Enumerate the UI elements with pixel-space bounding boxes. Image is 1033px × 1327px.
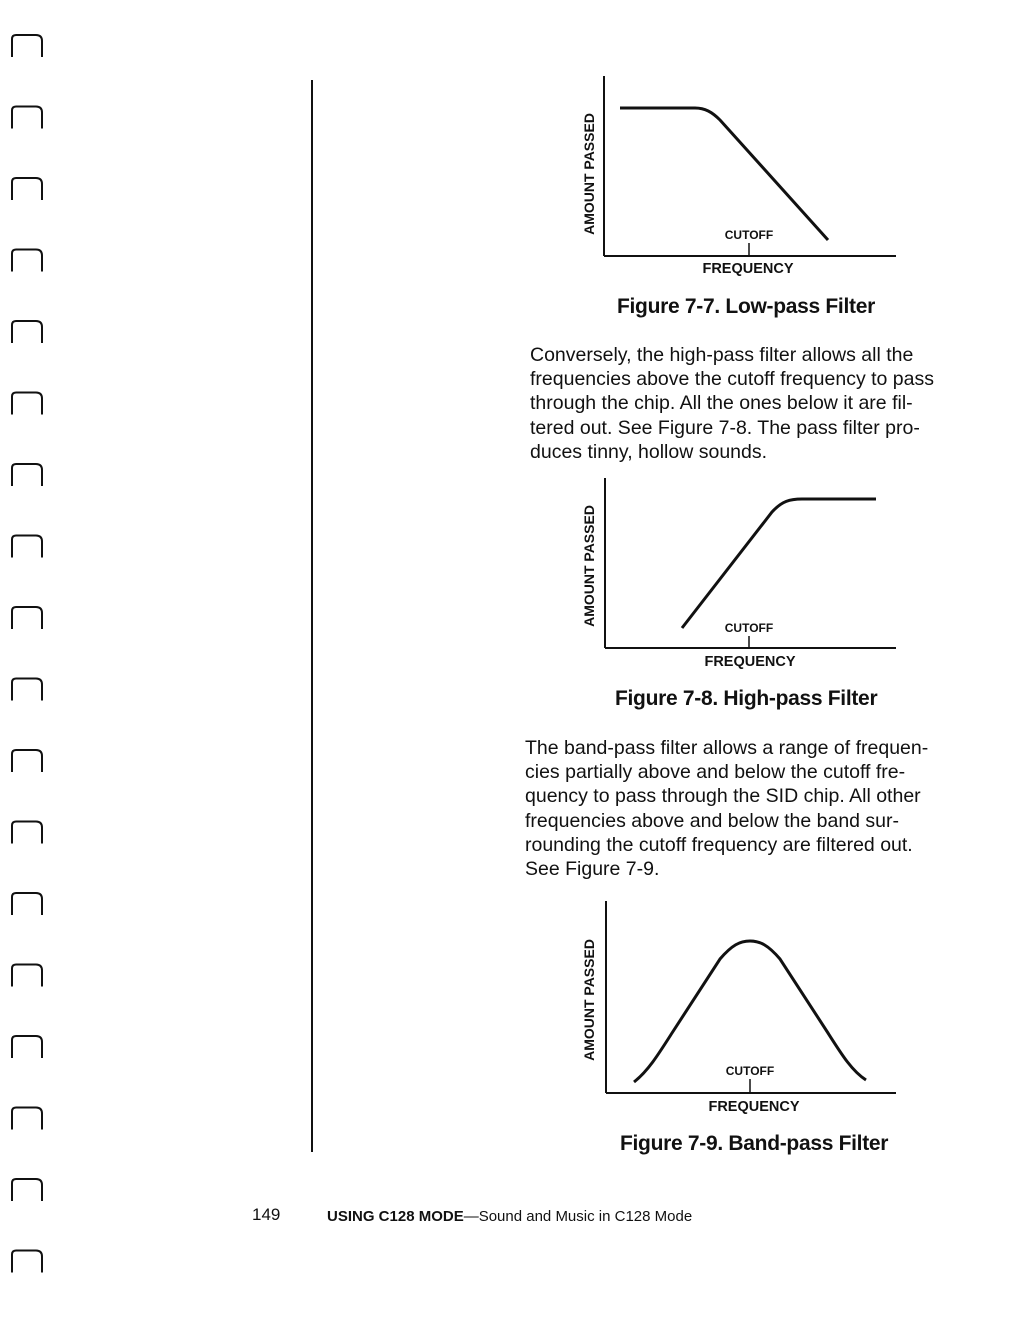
binder-hole [12,178,42,200]
binder-hole [12,1251,42,1273]
cutoff-label: CUTOFF [724,228,774,242]
binder-hole [12,750,42,772]
paragraph-line: duces tinny, hollow sounds. [530,440,768,463]
binder-hole [12,1036,42,1058]
binder-hole [12,822,42,844]
footer-section: USING C128 MODE [327,1208,464,1225]
y-axis-label: AMOUNT PASSED [581,939,597,1061]
y-axis-label: AMOUNT PASSED [581,505,597,627]
binder-hole [12,607,42,629]
binder-hole [12,321,42,343]
binder-hole [12,679,42,701]
figure-7-7-caption: Figure 7-7. Low-pass Filter [617,295,875,318]
cutoff-label: CUTOFF [725,1064,775,1078]
figure-low-pass [570,70,910,285]
paragraph-line: frequencies above the cutoff frequency to pass [530,368,934,391]
binder-hole [12,35,42,57]
figure-7-8-caption: Figure 7-8. High-pass Filter [615,687,878,710]
paragraph-line: through the chip. All the ones below it are fil- [530,392,913,415]
paragraph-band-pass [525,736,975,881]
paragraph-line: frequencies above and below the band sur- [525,809,900,832]
y-axis-label: AMOUNT PASSED [581,113,597,235]
binder-hole [12,250,42,272]
running-footer [327,1208,692,1225]
band-pass-chart [570,895,910,1120]
binder-hole [12,1108,42,1130]
footer-title: —Sound and Music in C128 Mode [463,1208,693,1225]
low-pass-curve [620,108,828,240]
paragraph-line: tered out. See Figure 7-8. The pass filter pro- [530,416,920,439]
high-pass-curve [682,499,876,628]
binder-hole [12,536,42,558]
band-pass-curve [634,941,866,1082]
paragraph-high-pass [530,343,980,464]
figure-band-pass [570,895,910,1120]
x-axis-label: FREQUENCY [702,261,794,277]
cutoff-label: CUTOFF [724,621,774,635]
figure-7-9-caption: Figure 7-9. Band-pass Filter [620,1132,889,1155]
binder-hole [12,1179,42,1201]
paragraph-line: cies partially above and below the cutoff fre- [525,761,906,784]
binder-hole [12,464,42,486]
high-pass-chart [570,470,910,675]
paragraph-line: rounding the cutoff frequency are filtered out. [525,833,913,856]
binder-hole [12,893,42,915]
paragraph-line: See Figure 7-9. [525,858,660,881]
low-pass-chart [570,70,910,285]
binder-edge [0,0,60,1327]
margin-rule [311,80,313,1152]
binder-hole [12,965,42,987]
x-axis-label: FREQUENCY [704,654,796,670]
page-number: 149 [252,1205,281,1224]
paragraph-line: quency to pass through the SID chip. All other [525,785,921,808]
paragraph-line: The band-pass filter allows a range of frequen- [525,737,929,759]
paragraph-line: Conversely, the high-pass filter allows all the [530,344,914,366]
figure-high-pass [570,470,910,675]
binder-hole [12,393,42,415]
x-axis-label: FREQUENCY [708,1099,800,1115]
binder-hole [12,107,42,129]
